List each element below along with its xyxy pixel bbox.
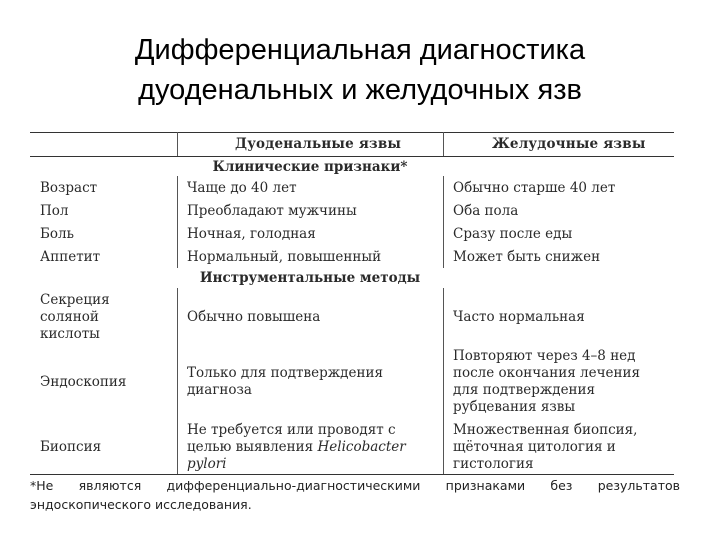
table-top-rule [30,132,674,133]
row-duodenal-age: Чаще до 40 лет [187,180,297,196]
row-gastric-endoscopy-4: рубцевания язвы [453,399,576,415]
row-gastric-biopsy-3: гистология [453,456,534,472]
row-label-sex: Пол [40,203,69,219]
row-gastric-age: Обычно старше 40 лет [453,180,616,196]
pylori-text: pylori [187,456,227,472]
footnote-line2: эндоскопического исследования. [30,497,252,512]
row-label-endoscopy: Эндоскопия [40,374,127,390]
row-duodenal-endoscopy-2: диагноза [187,382,252,398]
col-divider-2 [443,132,444,156]
row-gastric-biopsy-1: Множественная биопсия, [453,422,638,438]
row-gastric-endoscopy-1: Повторяют через 4–8 нед [453,348,636,364]
row-label-secretion-1: Секреция [40,292,110,308]
footnote-line1: *Не являются дифференциально-диагностическими признаками без результатов [30,478,680,493]
row-label-secretion-3: кислоты [40,326,100,342]
table-bottom-rule [30,474,674,475]
row-gastric-pain: Сразу после еды [453,226,573,242]
diagnosis-table [30,132,674,476]
slide-title-line1: Дифференциальная диагностика [134,34,586,66]
row-label-age: Возраст [40,180,98,196]
row-duodenal-biopsy-1: Не требуется или проводят с [187,422,396,438]
row-gastric-endoscopy-3: для подтверждения [453,382,596,398]
row-gastric-secretion: Часто нормальная [453,309,585,325]
col-divider-2-clinical [443,176,444,268]
section-instrumental: Инструментальные методы [199,270,421,286]
biopsy-purpose-text: целью выявления [187,439,318,455]
row-duodenal-secretion: Обычно повышена [187,309,321,325]
row-duodenal-biopsy-3 [187,456,227,473]
header-gastric: Желудочные язвы [492,136,646,152]
col-divider-1 [177,132,178,156]
row-gastric-sex: Оба пола [453,203,519,219]
slide-title [0,30,720,110]
slide-title-line2: дуоденальных и желудочных язв [138,74,582,106]
row-duodenal-pain: Ночная, голодная [187,226,316,242]
header-bottom-rule [30,156,674,157]
row-label-pain: Боль [40,226,74,242]
header-duodenal: Дуоденальные язвы [235,136,402,152]
row-gastric-appetite: Может быть снижен [453,249,601,265]
row-duodenal-appetite: Нормальный, повышенный [187,249,382,265]
col-divider-1-instrumental [177,288,178,474]
footnote [30,476,680,514]
row-label-secretion-2: соляной [40,309,99,325]
row-label-biopsy: Биопсия [40,439,102,455]
row-gastric-biopsy-2: щёточная цитология и [453,439,616,455]
section-clinical: Клинические признаки* [212,159,408,175]
col-divider-1-clinical [177,176,178,268]
row-duodenal-endoscopy-1: Только для подтверждения [187,365,383,381]
helicobacter-text: Helicobacter [317,439,406,455]
row-duodenal-biopsy-2 [187,439,406,456]
row-label-appetite: Аппетит [40,249,101,265]
col-divider-2-instrumental [443,288,444,474]
row-gastric-endoscopy-2: после окончания лечения [453,365,641,381]
row-duodenal-sex: Преобладают мужчины [187,203,357,219]
